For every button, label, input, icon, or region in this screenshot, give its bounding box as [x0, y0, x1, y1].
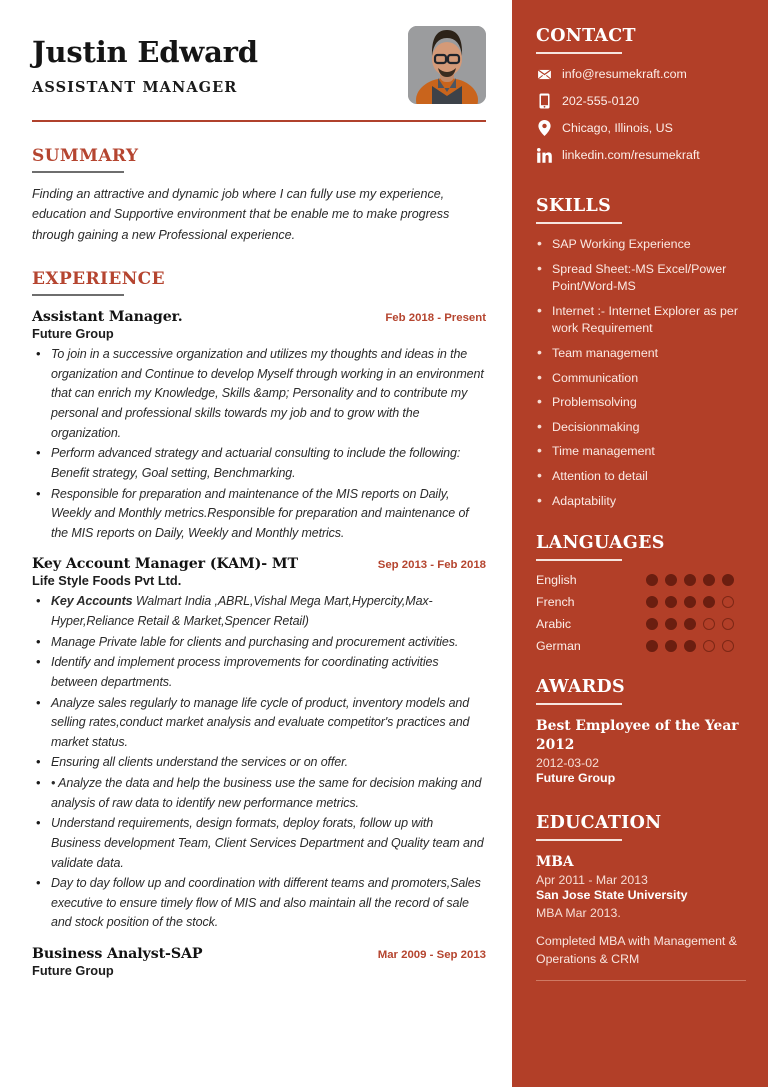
page-title: Justin Edward	[32, 35, 258, 69]
language-name: English	[536, 573, 577, 588]
name-block	[32, 26, 258, 96]
skill-item: • Attention to detail	[536, 468, 746, 486]
skill-item: • Spread Sheet:-MS Excel/Power Point/Word-MS	[536, 261, 746, 296]
language-row	[536, 573, 746, 587]
contact-heading: CONTACT	[536, 26, 636, 46]
experience-role: Business Analyst-SAP	[32, 946, 203, 963]
envelope-icon	[536, 66, 553, 82]
summary-heading: SUMMARY	[32, 146, 139, 166]
award-organization: Future Group	[536, 770, 616, 785]
experience-bullet: • Responsible for preparation and maintenance of the MIS reports on Daily, Weekly and Monthly metrics.Responsible for preparation and maintenance of the MIS reports on Daily, Weekly and Monthly metrics.	[32, 485, 486, 544]
summary-heading-rule	[32, 171, 124, 173]
award-entry	[536, 717, 746, 784]
experience-bullet: • Day to day follow up and coordination with different teams and promoters,Sales executive to ensure timely flow of MIS and also maintain all the record of sale and stock position of the stock.	[32, 874, 486, 933]
contact-item-location[interactable]	[536, 120, 746, 136]
rating-dot-filled	[722, 574, 734, 586]
avatar	[408, 26, 486, 104]
education-entry	[536, 853, 746, 969]
experience-bullet	[32, 592, 486, 631]
experience-bullet: • • Analyze the data and help the business use the same for decision making and analysis of raw data to identify new performance metrics.	[32, 774, 486, 813]
spacer	[536, 661, 746, 677]
education-date: Apr 2011 - Mar 2013	[536, 872, 648, 887]
award-title: Best Employee of the Year 2012	[536, 718, 739, 753]
education-heading-rule	[536, 839, 622, 841]
sidebar-section-education	[536, 813, 746, 981]
education-note: MBA Mar 2013.	[536, 905, 621, 920]
education-heading: EDUCATION	[536, 812, 662, 833]
skills-heading-rule	[536, 222, 622, 224]
experience-entry	[32, 309, 486, 543]
language-rating	[646, 596, 734, 608]
award-date: 2012-03-02	[536, 755, 599, 770]
awards-heading-rule	[536, 703, 622, 705]
experience-date: Mar 2009 - Sep 2013	[377, 949, 486, 962]
language-name: French	[536, 595, 575, 610]
language-name: Arabic	[536, 617, 572, 632]
summary-text: Finding an attractive and dynamic job where I can fully use my experience, education and Supportive environment that be enable me to make progress through gaining a new Professional experience.	[32, 187, 450, 242]
language-row	[536, 617, 746, 631]
rating-dot-filled	[646, 596, 658, 608]
rating-dot-filled	[703, 574, 715, 586]
rating-dot-filled	[684, 596, 696, 608]
experience-entry-header	[32, 556, 486, 572]
contact-heading-rule	[536, 52, 622, 54]
experience-bullet: • Perform advanced strategy and actuarial consulting to include the following: Benefit strategy, Goal setting, Benchmarking.	[32, 444, 486, 483]
experience-bullet: • Understand requirements, design formats, deploy forats, follow up with Business development Team, Client Services Department and Quality team and validate data.	[32, 814, 486, 873]
experience-bullet-list	[32, 345, 486, 543]
spacer	[536, 791, 746, 813]
skill-item: • Team management	[536, 345, 746, 363]
experience-role: Assistant Manager.	[32, 309, 183, 326]
section-experience	[32, 269, 486, 978]
experience-heading: EXPERIENCE	[32, 269, 165, 290]
rating-dot-empty	[703, 618, 715, 630]
linkedin-icon	[536, 147, 553, 163]
rating-dot-filled	[646, 574, 658, 586]
header-job-title: ASSISTANT MANAGER	[32, 79, 238, 97]
skill-item: • Decisionmaking	[536, 419, 746, 437]
experience-bullet: • Ensuring all clients understand the services or on offer.	[32, 753, 486, 773]
experience-entry-header	[32, 309, 486, 325]
experience-bullet-lead: Key Accounts	[51, 594, 133, 609]
contact-location-value: Chicago, Illinois, US	[562, 120, 673, 135]
skill-item: • Adaptability	[536, 493, 746, 511]
skill-item: • Internet :- Internet Explorer as per work Requirement	[536, 303, 746, 338]
rating-dot-empty	[722, 596, 734, 608]
header-divider	[32, 120, 486, 122]
rating-dot-empty	[703, 640, 715, 652]
education-degree: MBA	[536, 853, 574, 870]
rating-dot-empty	[722, 618, 734, 630]
sidebar-section-languages	[536, 533, 746, 653]
rating-dot-filled	[665, 618, 677, 630]
spacer	[536, 174, 746, 196]
profile-photo-illustration	[408, 26, 486, 104]
experience-bullet: • To join in a successive organization and utilizes my thoughts and ideas in the organization and Continue to develop Myself through working in an environment that can enrich my Knowledge, Skills &amp; Personality and to contribute my personal and professional skills towards my job and to grow with the organization.	[32, 345, 486, 443]
language-rating	[646, 640, 734, 652]
experience-entry-header	[32, 946, 486, 962]
skill-item: • SAP Working Experience	[536, 236, 746, 254]
rating-dot-filled	[684, 574, 696, 586]
experience-bullet: • Manage Private lable for clients and purchasing and procurement activities.	[32, 633, 486, 653]
languages-heading-rule	[536, 559, 622, 561]
experience-heading-rule	[32, 294, 124, 296]
experience-company: Future Group	[32, 326, 114, 342]
education-description: Completed MBA with Management & Operations & CRM	[536, 933, 737, 966]
rating-dot-filled	[665, 574, 677, 586]
awards-heading: AWARDS	[536, 677, 625, 698]
contact-linkedin-value: linkedin.com/resumekraft	[562, 147, 700, 162]
sidebar-section-skills	[536, 196, 746, 510]
experience-company: Life Style Foods Pvt Ltd.	[32, 573, 182, 589]
rating-dot-filled	[646, 618, 658, 630]
sidebar	[512, 0, 768, 1087]
rating-dot-filled	[665, 640, 677, 652]
contact-item-email[interactable]	[536, 66, 746, 82]
experience-entry	[32, 946, 486, 978]
experience-date: Feb 2018 - Present	[385, 312, 486, 325]
experience-bullet-list	[32, 592, 486, 933]
rating-dot-filled	[684, 618, 696, 630]
language-rating	[646, 618, 734, 630]
contact-phone-value: 202-555-0120	[562, 93, 640, 108]
languages-heading: LANGUAGES	[536, 533, 665, 554]
spacer	[536, 517, 746, 533]
contact-item-phone[interactable]	[536, 93, 746, 109]
experience-role: Key Account Manager (KAM)- MT	[32, 556, 298, 573]
education-bottom-divider	[536, 980, 746, 981]
experience-entry	[32, 556, 486, 933]
rating-dot-filled	[684, 640, 696, 652]
experience-date: Sep 2013 - Feb 2018	[377, 559, 486, 572]
experience-company: Future Group	[32, 963, 114, 979]
rating-dot-filled	[646, 640, 658, 652]
experience-bullet: • Analyze sales regularly to manage life cycle of product, inventory models and selling rates,conduct market analysis and evaluate competitor's practices and market status.	[32, 694, 486, 753]
mobile-phone-icon	[536, 93, 553, 109]
skill-item: • Communication	[536, 370, 746, 388]
rating-dot-filled	[665, 596, 677, 608]
section-summary	[32, 146, 486, 245]
language-row	[536, 595, 746, 609]
contact-email-value: info@resumekraft.com	[562, 66, 687, 81]
contact-item-linkedin[interactable]	[536, 147, 746, 163]
rating-dot-empty	[722, 640, 734, 652]
skills-heading: SKILLS	[536, 196, 612, 216]
location-pin-icon	[536, 120, 553, 136]
resume-header	[32, 26, 486, 104]
experience-bullet-text: Walmart India ,ABRL,Vishal Mega Mart,Hypercity,Max-Hyper,Reliance Retail & Market,Spencer Retail)	[51, 594, 433, 629]
sidebar-section-contact	[536, 26, 746, 163]
skill-item: • Time management	[536, 443, 746, 461]
language-rating	[646, 574, 734, 586]
language-name: German	[536, 639, 581, 654]
skills-list	[536, 236, 746, 510]
sidebar-section-awards	[536, 677, 746, 784]
language-row	[536, 639, 746, 653]
education-school: San Jose State University	[536, 887, 688, 902]
skill-item: • Problemsolving	[536, 394, 746, 412]
rating-dot-filled	[703, 596, 715, 608]
experience-bullet: • Identify and implement process improvements for coordinating activities between departments.	[32, 653, 486, 692]
